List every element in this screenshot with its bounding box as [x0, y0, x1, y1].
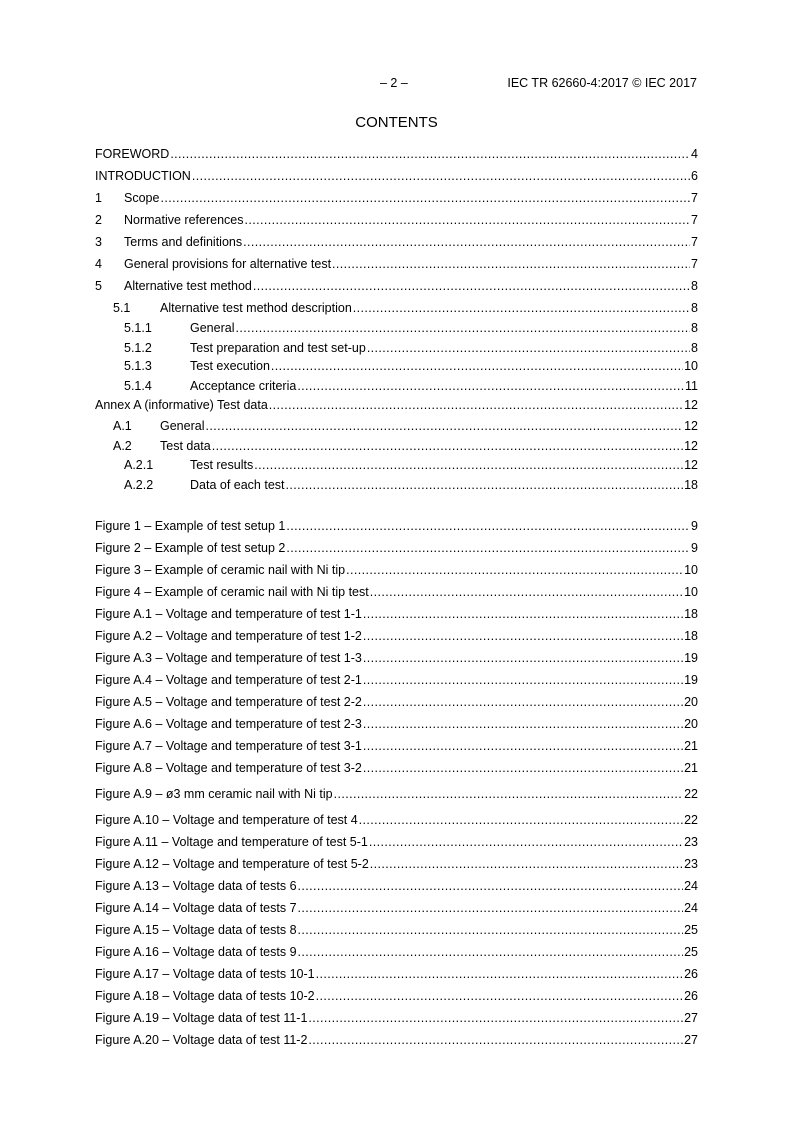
toc-entry-label: INTRODUCTION [95, 169, 191, 183]
dot-leader [370, 856, 683, 872]
dot-leader [316, 988, 684, 1004]
figure-caption: Figure A.13 – Voltage data of tests 6 [95, 879, 297, 893]
figure-caption: Figure A.3 – Voltage and temperature of test 1-3 [95, 651, 362, 665]
toc-entry-number: A.2.2 [124, 478, 154, 492]
toc-entry[interactable] [95, 397, 698, 413]
figure-caption: Figure A.11 – Voltage and temperature of test 5-1 [95, 835, 368, 849]
figure-caption: Figure A.18 – Voltage data of tests 10-2 [95, 989, 315, 1003]
toc-entry[interactable] [95, 418, 698, 434]
toc-entry-number: 5.1.1 [124, 321, 152, 335]
figure-list-item[interactable] [95, 922, 698, 938]
figure-caption: Figure A.4 – Voltage and temperature of test 2-1 [95, 673, 362, 687]
dot-leader [332, 256, 690, 272]
dot-leader [298, 900, 684, 916]
toc-entry-number: 5 [95, 279, 102, 293]
figure-list-item[interactable] [95, 812, 698, 828]
toc-entry-label: Test execution [190, 359, 270, 373]
dot-leader [286, 477, 684, 493]
page-reference: 10 [684, 585, 698, 599]
toc-entry-number: 5.1.4 [124, 379, 152, 393]
page-reference: 12 [684, 419, 698, 433]
toc-entry[interactable] [95, 278, 698, 294]
dot-leader [359, 812, 683, 828]
toc-entry-label: Scope [124, 191, 160, 205]
toc-entry-label: Data of each test [190, 478, 285, 492]
dot-leader [298, 878, 684, 894]
figure-list-item[interactable] [95, 606, 698, 622]
dot-leader [370, 584, 683, 600]
figure-caption: Figure A.9 – ø3 mm ceramic nail with Ni tip [95, 787, 333, 801]
dot-leader [192, 168, 690, 184]
dot-leader [363, 628, 683, 644]
page-reference: 19 [684, 651, 698, 665]
figure-list-item[interactable] [95, 786, 698, 802]
figure-caption: Figure A.12 – Voltage and temperature of test 5-2 [95, 857, 369, 871]
dot-leader [286, 518, 690, 534]
page-reference: 18 [684, 607, 698, 621]
dot-leader [298, 922, 684, 938]
toc-entry-number: A.2 [113, 439, 132, 453]
figure-list-item[interactable] [95, 944, 698, 960]
toc-entry-label: General provisions for alternative test [124, 257, 332, 271]
figure-list-item[interactable] [95, 716, 698, 732]
toc-entry[interactable] [95, 320, 698, 336]
dot-leader [243, 234, 690, 250]
page-reference: 12 [684, 439, 698, 453]
figure-list-item[interactable] [95, 584, 698, 600]
figure-caption: Figure A.5 – Voltage and temperature of test 2-2 [95, 695, 362, 709]
page-reference: 7 [691, 191, 698, 205]
figure-caption: Figure A.2 – Voltage and temperature of test 1-2 [95, 629, 362, 643]
toc-entry[interactable] [95, 168, 698, 184]
toc-entry-number: 2 [95, 213, 102, 227]
toc-entry-label: Alternative test method description [160, 301, 352, 315]
dot-leader [363, 606, 683, 622]
figure-list-item[interactable] [95, 900, 698, 916]
figure-list-item[interactable] [95, 966, 698, 982]
figure-list-item[interactable] [95, 988, 698, 1004]
figure-caption: Figure A.17 – Voltage data of tests 10-1 [95, 967, 315, 981]
page-reference: 8 [691, 341, 698, 355]
page-reference: 21 [684, 739, 698, 753]
figure-list-item[interactable] [95, 540, 698, 556]
figure-caption: Figure A.15 – Voltage data of tests 8 [95, 923, 297, 937]
figure-caption: Figure A.8 – Voltage and temperature of test 3-2 [95, 761, 362, 775]
page-reference: 24 [684, 901, 698, 915]
toc-entry[interactable] [95, 358, 698, 374]
dot-leader [269, 397, 683, 413]
toc-entry-number: 1 [95, 191, 102, 205]
page-reference: 12 [684, 398, 698, 412]
page-reference: 9 [691, 541, 698, 555]
toc-entry-number: 5.1.3 [124, 359, 152, 373]
toc-entry-number: 5.1 [113, 301, 131, 315]
toc-entry[interactable] [95, 212, 698, 228]
toc-entry[interactable] [95, 438, 698, 454]
dot-leader [297, 378, 684, 394]
figure-caption: Figure A.7 – Voltage and temperature of test 3-1 [95, 739, 362, 753]
page-reference: 26 [684, 989, 698, 1003]
page-title: CONTENTS [355, 114, 438, 131]
figure-caption: Figure A.20 – Voltage data of test 11-2 [95, 1033, 308, 1047]
toc-entry-number: 4 [95, 257, 102, 271]
figure-caption: Figure A.14 – Voltage data of tests 7 [95, 901, 297, 915]
dot-leader [253, 278, 690, 294]
page-reference: 8 [691, 279, 698, 293]
toc-entry-number: A.1 [113, 419, 132, 433]
dot-leader [346, 562, 683, 578]
page-reference: 20 [684, 695, 698, 709]
page-reference: 19 [684, 673, 698, 687]
toc-entry[interactable] [95, 477, 698, 493]
page-reference: 18 [684, 478, 698, 492]
toc-entry-label: General [190, 321, 235, 335]
page-reference: 10 [684, 359, 698, 373]
figure-list-item[interactable] [95, 562, 698, 578]
figure-list-item[interactable] [95, 834, 698, 850]
figure-list-item[interactable] [95, 760, 698, 776]
page-reference: 25 [684, 923, 698, 937]
toc-entry-label: General [160, 419, 205, 433]
toc-entry-number: 3 [95, 235, 102, 249]
page-reference: 21 [684, 761, 698, 775]
page-reference: 27 [684, 1011, 698, 1025]
toc-entry[interactable] [95, 256, 698, 272]
toc-entry-number: A.2.1 [124, 458, 154, 472]
toc-entry-label: Test data [160, 439, 211, 453]
toc-entry[interactable] [95, 457, 698, 473]
figure-list-item[interactable] [95, 672, 698, 688]
figure-caption: Figure A.19 – Voltage data of test 11-1 [95, 1011, 308, 1025]
page-reference: 7 [691, 257, 698, 271]
dot-leader [363, 672, 683, 688]
toc-entry-label: FOREWORD [95, 147, 170, 161]
dot-leader [245, 212, 691, 228]
toc-entry[interactable] [95, 340, 698, 356]
page-header [0, 76, 793, 92]
toc-entry-label: Annex A (informative) Test data [95, 398, 268, 412]
figure-caption: Figure 2 – Example of test setup 2 [95, 541, 286, 555]
page-reference: 12 [684, 458, 698, 472]
toc-entry-label: Test results [190, 458, 254, 472]
dot-leader [363, 760, 683, 776]
toc-entry[interactable] [95, 234, 698, 250]
page-reference: 22 [684, 787, 698, 801]
figure-caption: Figure 4 – Example of ceramic nail with Ni tip test [95, 585, 369, 599]
figure-list-item[interactable] [95, 1010, 698, 1026]
page-reference: 11 [685, 379, 698, 393]
dot-leader [298, 944, 684, 960]
figure-list-item[interactable] [95, 650, 698, 666]
page-reference: 4 [691, 147, 698, 161]
page-reference: 18 [684, 629, 698, 643]
page-reference: 25 [684, 945, 698, 959]
page-reference: 8 [691, 321, 698, 335]
toc-entry[interactable] [95, 146, 698, 162]
dot-leader [160, 190, 690, 206]
figure-list-item[interactable] [95, 518, 698, 534]
dot-leader [235, 320, 690, 336]
dot-leader [367, 340, 690, 356]
page-reference: 7 [691, 213, 698, 227]
page-reference: 23 [684, 857, 698, 871]
figure-list-item[interactable] [95, 856, 698, 872]
dot-leader [212, 438, 683, 454]
page-number: – 2 – [380, 76, 408, 90]
toc-entry[interactable] [95, 190, 698, 206]
toc-entry-number: 5.1.2 [124, 341, 152, 355]
dot-leader [271, 358, 683, 374]
standard-reference: IEC TR 62660-4:2017 © IEC 2017 [507, 76, 697, 90]
page-reference: 26 [684, 967, 698, 981]
figure-caption: Figure 1 – Example of test setup 1 [95, 519, 286, 533]
figure-caption: Figure A.6 – Voltage and temperature of test 2-3 [95, 717, 362, 731]
toc-entry-label: Test preparation and test set-up [190, 341, 366, 355]
figure-caption: Figure A.1 – Voltage and temperature of test 1-1 [95, 607, 362, 621]
page-reference: 9 [691, 519, 698, 533]
page-reference: 22 [684, 813, 698, 827]
page-reference: 27 [684, 1033, 698, 1047]
figure-caption: Figure A.16 – Voltage data of tests 9 [95, 945, 297, 959]
page-reference: 24 [684, 879, 698, 893]
toc-entry-label: Terms and definitions [124, 235, 243, 249]
toc-entry[interactable] [95, 378, 698, 394]
dot-leader [205, 418, 683, 434]
dot-leader [363, 738, 683, 754]
figure-list-item[interactable] [95, 1032, 698, 1048]
dot-leader [353, 300, 690, 316]
dot-leader [286, 540, 690, 556]
dot-leader [316, 966, 684, 982]
dot-leader [363, 650, 683, 666]
toc-entry[interactable] [95, 300, 698, 316]
figure-caption: Figure A.10 – Voltage and temperature of test 4 [95, 813, 358, 827]
dot-leader [369, 834, 683, 850]
page-reference: 8 [691, 301, 698, 315]
figure-list-item[interactable] [95, 694, 698, 710]
toc-entry-label: Alternative test method [124, 279, 252, 293]
page-reference: 23 [684, 835, 698, 849]
dot-leader [308, 1032, 683, 1048]
dot-leader [308, 1010, 683, 1026]
dot-leader [170, 146, 690, 162]
page-reference: 20 [684, 717, 698, 731]
page-reference: 6 [691, 169, 698, 183]
figure-caption: Figure 3 – Example of ceramic nail with Ni tip [95, 563, 346, 577]
toc-entry-label: Normative references [124, 213, 244, 227]
dot-leader [254, 457, 683, 473]
dot-leader [334, 786, 684, 802]
page-reference: 7 [691, 235, 698, 249]
figure-list-item[interactable] [95, 878, 698, 894]
dot-leader [363, 694, 683, 710]
figure-list-item[interactable] [95, 628, 698, 644]
dot-leader [363, 716, 683, 732]
toc-entry-label: Acceptance criteria [190, 379, 297, 393]
figure-list-item[interactable] [95, 738, 698, 754]
page-reference: 10 [684, 563, 698, 577]
